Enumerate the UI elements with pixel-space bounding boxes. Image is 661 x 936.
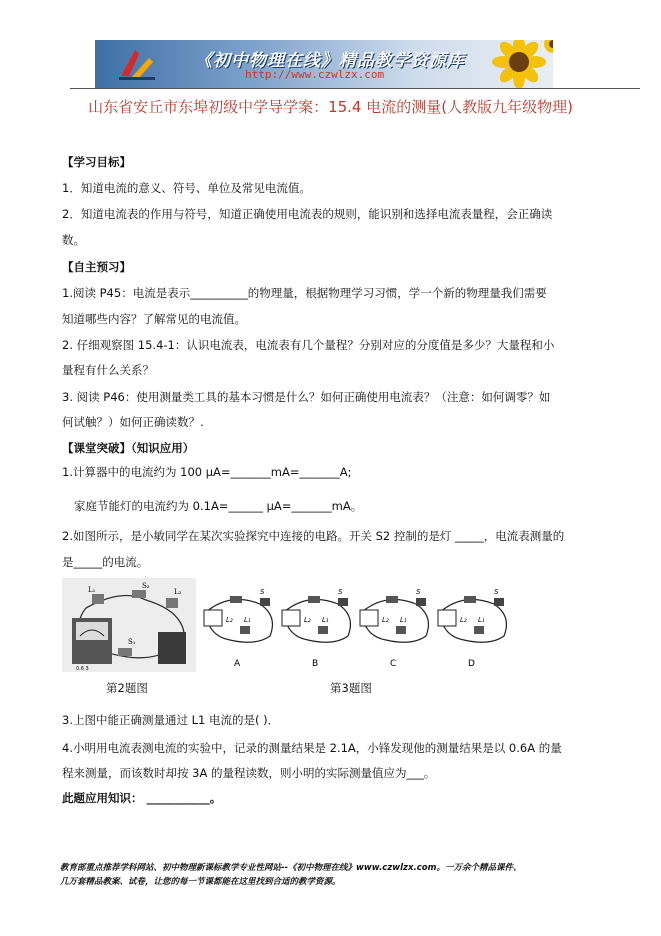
fig3-b-label-l2: L₂ <box>304 616 311 624</box>
preview-3-cont: 何试触？）如何正确读数？. <box>62 415 204 429</box>
fig3-a-label-s: S <box>260 588 265 596</box>
header-banner <box>95 40 553 88</box>
fig3-d-label-s: S <box>494 588 499 596</box>
banner-title: 《初中物理在线》精品教学资源库 <box>195 51 465 71</box>
fig3-a-label-l2: L₂ <box>226 616 233 624</box>
fig3-c-label-s: S <box>416 588 421 596</box>
document-title: 山东省安丘市东埠初级中学导学案：15.4 电流的测量(人教版九年级物理) <box>88 98 573 116</box>
footer-line-2: 几万套精品教案、试卷，让您的每一节课都能在这里找到合适的教学资源。 <box>60 877 341 887</box>
fig3-panel-label-d: D <box>468 659 475 669</box>
objective-1: 1．知道电流的意义、符号、单位及常见电流值。 <box>62 181 311 195</box>
preview-1: 1.阅读 P45：电流是表示__________的物理量，根据物理学习习惯，学一个新的物理量我们需要 <box>62 286 547 300</box>
question-2: 2.如图所示，是小敏同学在某次实验探究中连接的电路。开关 S2 控制的是灯 _____，电流表测量的 <box>62 529 565 543</box>
preview-2: 2. 仔细观察图 15.4-1：认识电流表，电流表有几个量程？分别对应的分度值是多少？大量程和小 <box>62 338 555 352</box>
fig3-panel-label-a: A <box>234 659 241 669</box>
section-heading-preview: 【自主预习】 <box>62 260 131 274</box>
fig3-panel-c <box>360 588 428 669</box>
question-2-cont: 是_____的电流。 <box>62 555 149 569</box>
fig2-label-l2: L₂ <box>174 588 182 596</box>
fig2-label-s2: S₂ <box>142 582 150 590</box>
question-3: 3.上图中能正确测量通过 L1 电流的是( )． <box>62 713 280 727</box>
preview-2-cont: 量程有什么关系？ <box>62 363 154 377</box>
figure-3-caption: 第3题图 <box>330 681 372 695</box>
figure-2-caption: 第2题图 <box>106 681 148 695</box>
fig3-panel-label-b: B <box>312 659 319 669</box>
fig3-panel-a <box>204 588 272 669</box>
applied-knowledge: 此题应用知识： ___________。 <box>62 791 222 805</box>
fig3-c-label-l2: L₂ <box>382 616 389 624</box>
header-rule <box>70 88 640 89</box>
fig3-panel-b <box>282 588 350 669</box>
fig3-panel-label-c: C <box>390 659 397 669</box>
banner-url: http://www.czwlzx.com <box>245 68 385 81</box>
site-logo-icon <box>117 46 157 82</box>
fig2-label-s1: S₁ <box>128 638 136 646</box>
footer-line-1: 教育部重点推荐学科网站、初中物理新课标教学专业性网站--《初中物理在线》www.czwlzx.com。一万余个精品课件、 <box>60 863 522 873</box>
section-heading-objectives: 【学习目标】 <box>62 155 131 169</box>
question-1-part-2: 家庭节能灯的电流约为 0.1A=______ μA=_______mA。 <box>74 499 363 513</box>
fig3-b-label-s: S <box>338 588 343 596</box>
fig2-label-l1: L₁ <box>88 586 96 594</box>
question-4-cont: 程来测量，而该数时却按 3A 的量程读数，则小明的实际测量值应为___。 <box>62 766 436 780</box>
objective-2: 2．知道电流表的作用与符号，知道正确使用电流表的规则，能识别和选择电流表量程，会正确读 <box>62 207 553 221</box>
question-1: 1.计算器中的电流约为 100 μA=_______mA=_______A; <box>62 465 352 479</box>
section-heading-breakthrough: 【课堂突破】（知识应用） <box>62 441 195 455</box>
fig3-d-label-l2: L₂ <box>460 616 467 624</box>
sunflower-icon <box>469 40 553 88</box>
fig3-b-label-l1: L₁ <box>322 616 329 624</box>
objective-2-cont: 数。 <box>62 233 85 247</box>
fig3-d-label-l1: L₁ <box>478 616 485 624</box>
preview-3: 3. 阅读 P46：使用测量类工具的基本习惯是什么？如何正确使用电流表？（注意：如何调零？如 <box>62 390 551 404</box>
fig3-c-label-l1: L₁ <box>400 616 407 624</box>
figure-2-circuit <box>62 578 196 672</box>
fig3-panel-d <box>438 588 506 669</box>
question-4: 4.小明用电流表测电流的实验中，记录的测量结果是 2.1A，小锋发现他的测量结果是以 0.6A 的量 <box>62 741 562 755</box>
figure-3-circuits <box>200 582 510 674</box>
fig2-label-range: 0.6 3 <box>76 666 89 672</box>
fig3-a-label-l1: L₁ <box>244 616 251 624</box>
preview-1-cont: 知道哪些内容？了解常见的电流值。 <box>62 312 246 326</box>
